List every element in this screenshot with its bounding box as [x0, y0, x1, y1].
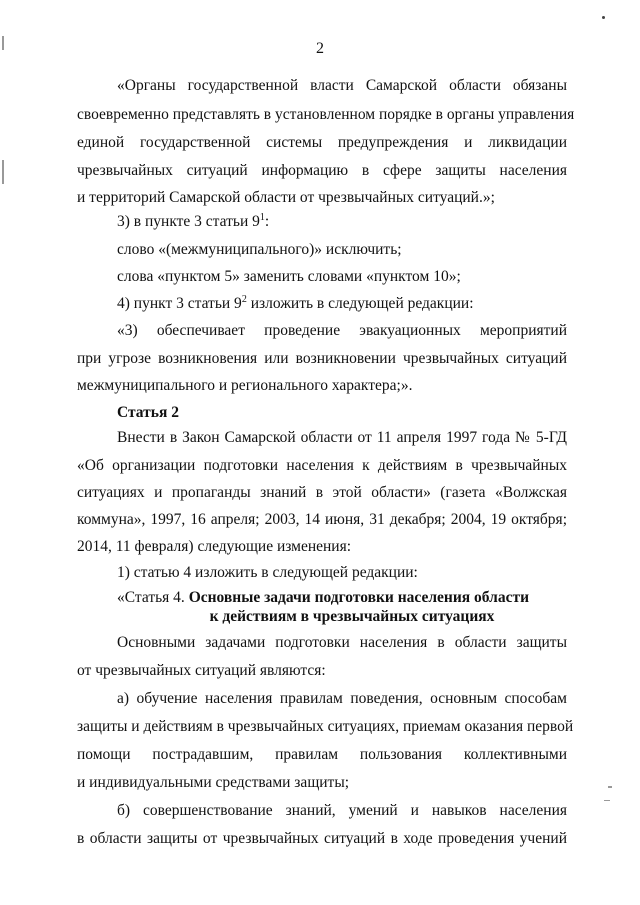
paragraph-line: при угрозе возникновения или возникновении чрезвычайных ситуаций	[77, 350, 567, 367]
item-1: 1) статью 4 изложить в следующей редакции:	[117, 564, 418, 581]
paragraph-line: Основными задачами подготовки населения в области защиты	[117, 634, 567, 651]
paragraph-line: 2014, 11 февраля) следующие изменения:	[77, 538, 352, 555]
item-4: 4) пункт 3 статьи $9^2$ изложить в следующей редакции:	[117, 293, 474, 312]
paragraph-line: коммуна», 1997, 16 апреля; 2003, 14 июня, 31 декабря; 2004, 19 октября;	[77, 511, 567, 528]
paragraph-line: а) обучение населения правилам поведения, основным способам	[117, 690, 567, 707]
scan-dot	[604, 800, 610, 801]
paragraph-line: защиты и действиям в чрезвычайных ситуациях, приемам оказания первой	[77, 718, 574, 735]
paragraph-line: Внести в Закон Самарской области от 11 апреля 1997 года № 5-ГД	[117, 429, 567, 446]
delete-word-line: слово «(межмуниципального)» исключить;	[117, 241, 402, 258]
paragraph-line: межмуниципального и регионального характера;».	[77, 377, 413, 394]
paragraph-line: от чрезвычайных ситуаций являются:	[77, 662, 326, 679]
paragraph-line: единой государственной системы предупреждения и ликвидации	[77, 134, 567, 151]
article-4-title: «Статья 4. Основные задачи подготовки населения области	[117, 589, 530, 606]
paragraph-line: «Об организации подготовки населения к действиям в чрезвычайных	[77, 457, 567, 474]
paragraph-line: своевременно представлять в установленном порядке в органы управления	[77, 106, 575, 123]
paragraph-line: помощи пострадавшим, правилам пользования коллективными	[77, 746, 567, 763]
paragraph-line: и территорий Самарской области от чрезвычайных ситуаций.»;	[77, 189, 495, 206]
article-4-title-cont: к действиям в чрезвычайных ситуациях	[209, 608, 495, 625]
scan-mark	[2, 36, 4, 50]
scan-dot	[602, 16, 605, 19]
replace-words-line: слова «пунктом 5» заменить словами «пунктом 10»;	[117, 268, 461, 285]
paragraph-line: «Органы государственной власти Самарской области обязаны	[117, 77, 567, 94]
scan-dot	[608, 786, 612, 788]
paragraph-line: ситуациях и пропаганды знаний в этой области» (газета «Волжская	[77, 484, 567, 501]
paragraph-line: «3) обеспечивает проведение эвакуационных мероприятий	[117, 322, 567, 339]
article-2-heading: Статья 2	[117, 404, 179, 421]
scan-mark	[2, 160, 4, 184]
paragraph-line: и индивидуальными средствами защиты;	[77, 774, 350, 791]
page-number: 2	[316, 40, 324, 57]
item-3: 3) в пункте 3 статьи $9^1$:	[117, 211, 270, 230]
paragraph-line: чрезвычайных ситуаций информацию в сфере защиты населения	[77, 162, 567, 179]
paragraph-line: б) совершенствование знаний, умений и навыков населения	[117, 802, 567, 819]
paragraph-line: в области защиты от чрезвычайных ситуаций в ходе проведения учений	[77, 830, 567, 847]
